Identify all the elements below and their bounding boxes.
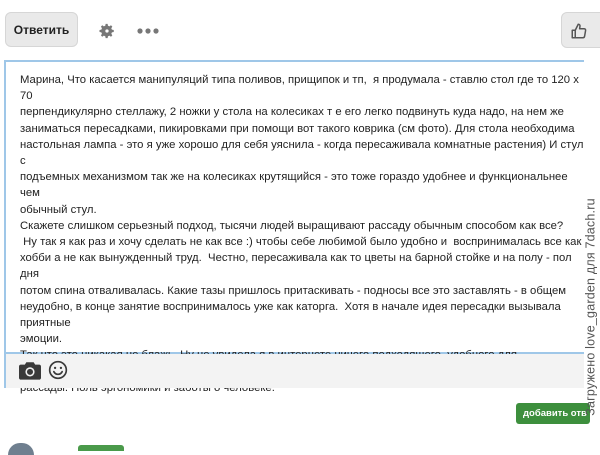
avatar[interactable] — [8, 443, 34, 455]
camera-icon[interactable] — [19, 361, 41, 380]
editor-text-line: Марина, Что касается манипуляций типа поливов, прищипок и тп, я продумала - ставлю стол где то 120 х 70 — [20, 74, 583, 103]
editor-text-line: заниматься пересадками, пикировками при помощи вот такого коврика (см фото). Для стола необходима — [20, 122, 575, 135]
more-icon[interactable] — [136, 26, 160, 36]
editor-footer — [4, 354, 584, 388]
watermark — [583, 172, 599, 442]
reply-button[interactable]: Ответить — [5, 12, 78, 47]
comment-editor[interactable] — [4, 60, 587, 354]
editor-text-line: хобби а не как вынужденный труд. Честно, пересаживала как то цветы на барной стойке и на полу - пол дня — [20, 252, 575, 281]
comment-toolbar — [0, 0, 600, 62]
like-icon — [570, 22, 588, 40]
editor-text-line: неудобно, в конце занятие воспринималось уже как каторга. Хотя в начале идея пересадки вызывала приятные — [20, 300, 564, 330]
add-reply-button[interactable]: добавить отв — [516, 403, 590, 424]
editor-text-line: обычный стул. — [20, 203, 97, 216]
gear-icon[interactable] — [98, 22, 116, 40]
editor-text-line: Ну так я как раз и хочу сделать не как все :) чтобы себе любимой было удобно и воспринималась все как — [20, 236, 582, 249]
watermark-text: Загружено love_garden для 7dach.ru — [584, 198, 598, 416]
editor-text-line: Скажете слишком серьезный подход, тысячи людей выращивают рассаду обычным способом как все? — [20, 219, 564, 232]
smiley-icon[interactable] — [48, 360, 68, 380]
user-badge — [78, 445, 124, 451]
editor-text-line: перпендикулярно стеллажу, 2 ножки у стола на колесиках т е его легко подвинуть куда надо, на нем же — [20, 106, 564, 119]
like-button[interactable] — [561, 12, 600, 48]
editor-text-line: настольная лампа - это я уже хорошо для себя уяснила - когда пересаживала комнатные растения) И стул с — [20, 138, 587, 168]
comment-text-area[interactable] — [20, 72, 586, 396]
editor-text-line: подъемных механизмом так же на колесиках крутящийся - это тоже гораздо удобнее и функциональнее чем — [20, 171, 571, 200]
editor-text-line: потом спина отваливалась. Какие тазы пришлось притаскивать - подносы все это заставлять - в общем — [20, 284, 567, 297]
editor-text-line: эмоции. — [20, 333, 63, 346]
